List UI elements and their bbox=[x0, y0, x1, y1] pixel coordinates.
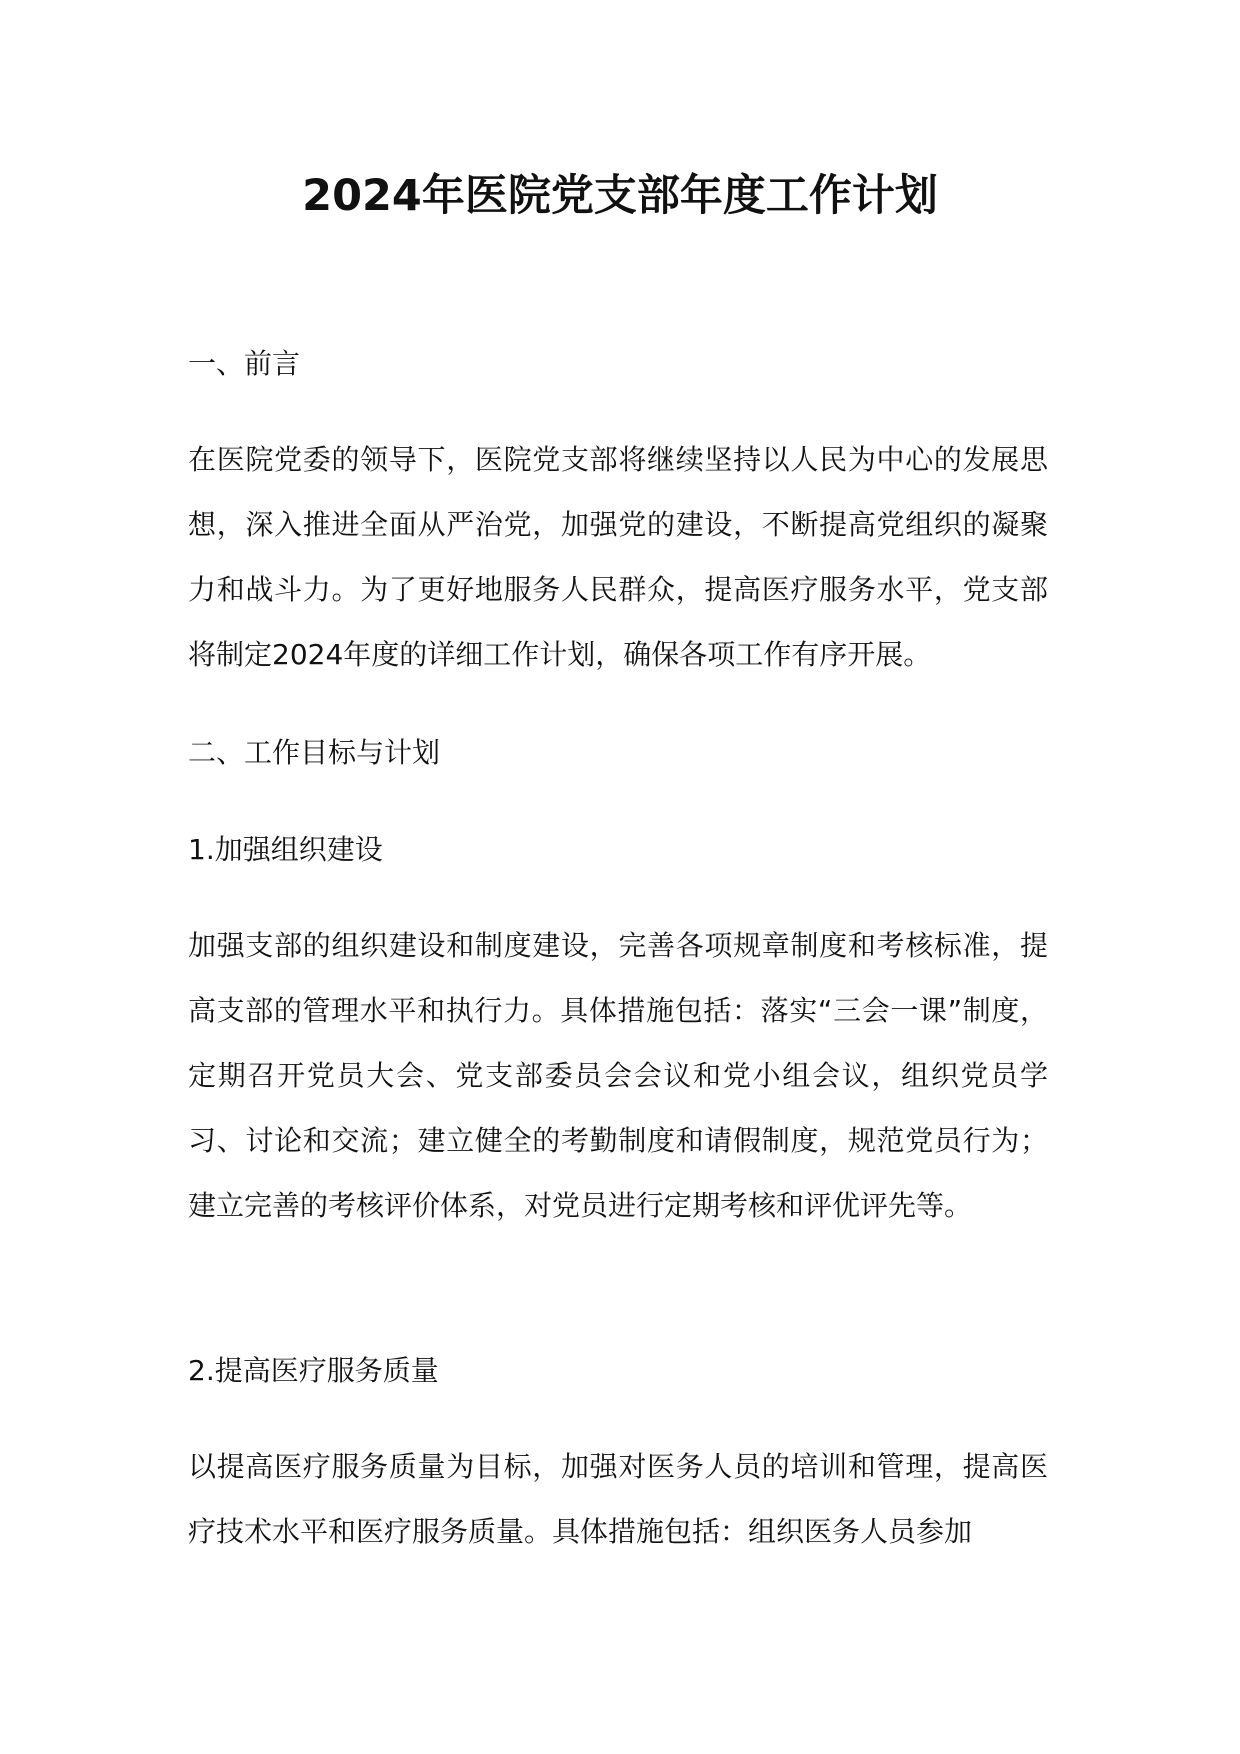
subsection-heading-medical-service: 2.提高医疗服务质量 bbox=[188, 1354, 439, 1387]
subsection-heading-organization: 1.加强组织建设 bbox=[188, 833, 383, 866]
medical-service-paragraph: 以提高医疗服务质量为目标，加强对医务人员的培训和管理，提高医疗技术水平和医疗服务质量。具体措施包括：组织医务人员参加 bbox=[188, 1450, 1048, 1548]
section-heading-goals-and-plans: 二、工作目标与计划 bbox=[188, 736, 441, 769]
organization-paragraph: 加强支部的组织建设和制度建设，完善各项规章制度和考核标准，提高支部的管理水平和执行力。具体措施包括：落实“三会一课”制度，定期召开党员大会、党支部委员会会议和党小组会议，组织党员学习、讨论和交流；建立健全的考勤制度和请假制度，规范党员行为；建立完善的考核评价体系，对党员进行定期考核和评优评先等。 bbox=[188, 929, 1048, 1222]
document-title: 2024年医院党支部年度工作计划 bbox=[302, 171, 938, 221]
preface-paragraph: 在医院党委的领导下，医院党支部将继续坚持以人民为中心的发展思想，深入推进全面从严治党，加强党的建设，不断提高党组织的凝聚力和战斗力。为了更好地服务人民群众，提高医疗服务水平，党支部将制定2024年度的详细工作计划，确保各项工作有序开展。 bbox=[188, 443, 1048, 671]
section-heading-preface: 一、前言 bbox=[188, 347, 301, 380]
